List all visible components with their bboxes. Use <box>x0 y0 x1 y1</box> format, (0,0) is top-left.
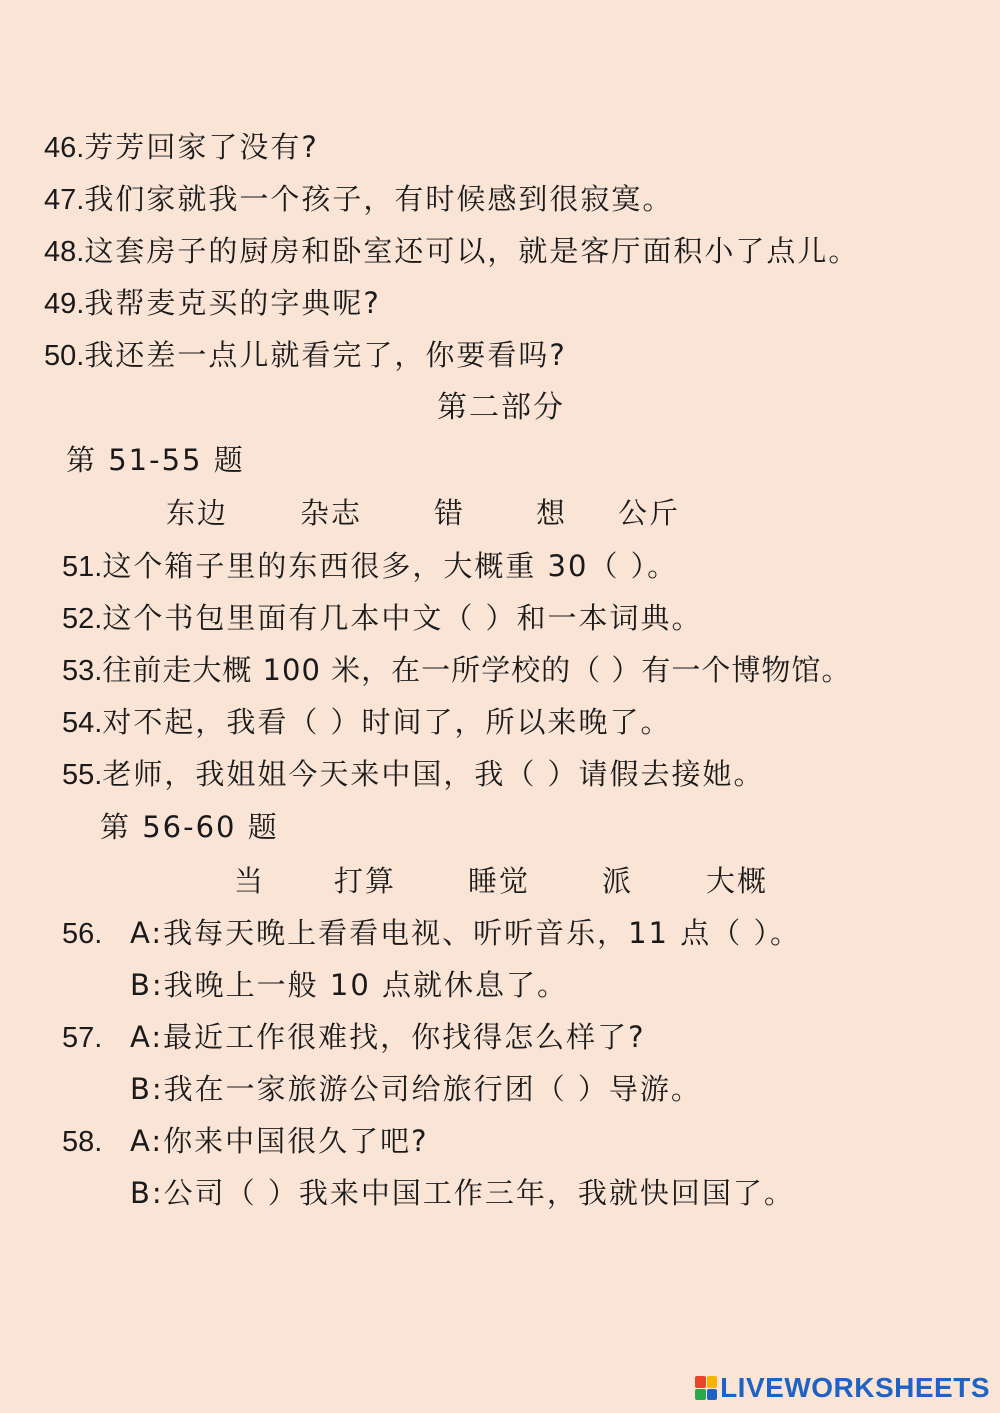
item-number: 51. <box>62 551 103 583</box>
item-51 <box>62 546 678 587</box>
liveworksheets-logo <box>695 1371 990 1405</box>
item-number: 56. <box>62 918 103 950</box>
item-58-a <box>62 1121 429 1162</box>
item-48 <box>44 231 859 272</box>
item-number: 58. <box>62 1126 103 1158</box>
item-number: 55. <box>62 759 103 791</box>
word-bank-word: 打算 <box>334 864 397 898</box>
logo-square <box>707 1389 718 1401</box>
item-57-a <box>62 1017 646 1058</box>
item-text: 这个书包里面有几本中文（ ）和一本词典。 <box>102 601 703 635</box>
dialogue-line-a: A:我每天晚上看看电视、听听音乐，11 点（ ）。 <box>130 916 801 950</box>
item-55 <box>62 754 765 795</box>
logo-square <box>695 1376 706 1388</box>
item-text: 往前走大概 100 米，在一所学校的（ ）有一个博物馆。 <box>102 653 852 687</box>
item-text: 我帮麦克买的字典呢? <box>84 286 381 320</box>
item-53 <box>62 650 851 691</box>
item-52 <box>62 598 703 639</box>
word-bank-word: 睡觉 <box>468 864 531 898</box>
item-text: 这个箱子里的东西很多，大概重 30（ ）。 <box>102 549 679 583</box>
logo-square <box>695 1389 706 1401</box>
word-bank-word: 派 <box>602 864 634 898</box>
item-text: 芳芳回家了没有? <box>84 130 319 164</box>
item-number: 47. <box>44 184 85 216</box>
logo-square <box>707 1376 718 1388</box>
item-number: 53. <box>62 655 103 687</box>
item-number: 52. <box>62 603 103 635</box>
word-bank-word: 东边 <box>166 496 229 530</box>
item-text: 老师，我姐姐今天来中国，我（ ）请假去接她。 <box>102 757 765 791</box>
item-number: 50. <box>44 340 85 372</box>
item-number: 57. <box>62 1022 103 1054</box>
item-47 <box>44 179 673 220</box>
word-bank-word: 杂志 <box>300 496 363 530</box>
liveworksheets-logo-icon <box>695 1376 717 1400</box>
item-46 <box>44 127 319 168</box>
item-text: 对不起，我看（ ）时间了，所以来晚了。 <box>102 705 672 739</box>
word-bank-word: 大概 <box>706 864 769 898</box>
word-bank-word: 错 <box>434 496 466 530</box>
dialogue-line-a: A:你来中国很久了吧? <box>130 1124 429 1158</box>
item-56-a <box>62 913 801 954</box>
item-number: 46. <box>44 132 85 164</box>
word-bank-word: 当 <box>234 864 266 898</box>
group2-heading: 第 56-60 题 <box>100 810 279 844</box>
word-bank-word: 公斤 <box>618 496 681 530</box>
item-54 <box>62 702 672 743</box>
dialogue-line-a: A:最近工作很难找，你找得怎么样了? <box>130 1020 646 1054</box>
item-57-b <box>130 1069 702 1109</box>
dialogue-line-b: B:我在一家旅游公司给旅行团（ ）导游。 <box>130 1072 702 1106</box>
item-text: 我还差一点儿就看完了，你要看吗? <box>84 338 567 372</box>
group1-heading: 第 51-55 题 <box>66 443 245 477</box>
dialogue-line-b: B:公司（ ）我来中国工作三年，我就快回国了。 <box>130 1176 795 1210</box>
item-49 <box>44 283 381 324</box>
dialogue-line-b: B:我晚上一般 10 点就休息了。 <box>130 968 569 1002</box>
word-bank-word: 想 <box>536 496 568 530</box>
item-number: 54. <box>62 707 103 739</box>
liveworksheets-logo-text: LIVEWORKSHEETS <box>720 1372 990 1403</box>
item-number: 48. <box>44 236 85 268</box>
item-text: 这套房子的厨房和卧室还可以，就是客厅面积小了点儿。 <box>84 234 860 268</box>
item-50 <box>44 335 567 376</box>
item-58-b <box>130 1173 795 1213</box>
item-number: 49. <box>44 288 85 320</box>
section-title: 第二部分 <box>437 390 565 425</box>
item-56-b <box>130 965 568 1005</box>
item-text: 我们家就我一个孩子，有时候感到很寂寞。 <box>84 182 674 216</box>
